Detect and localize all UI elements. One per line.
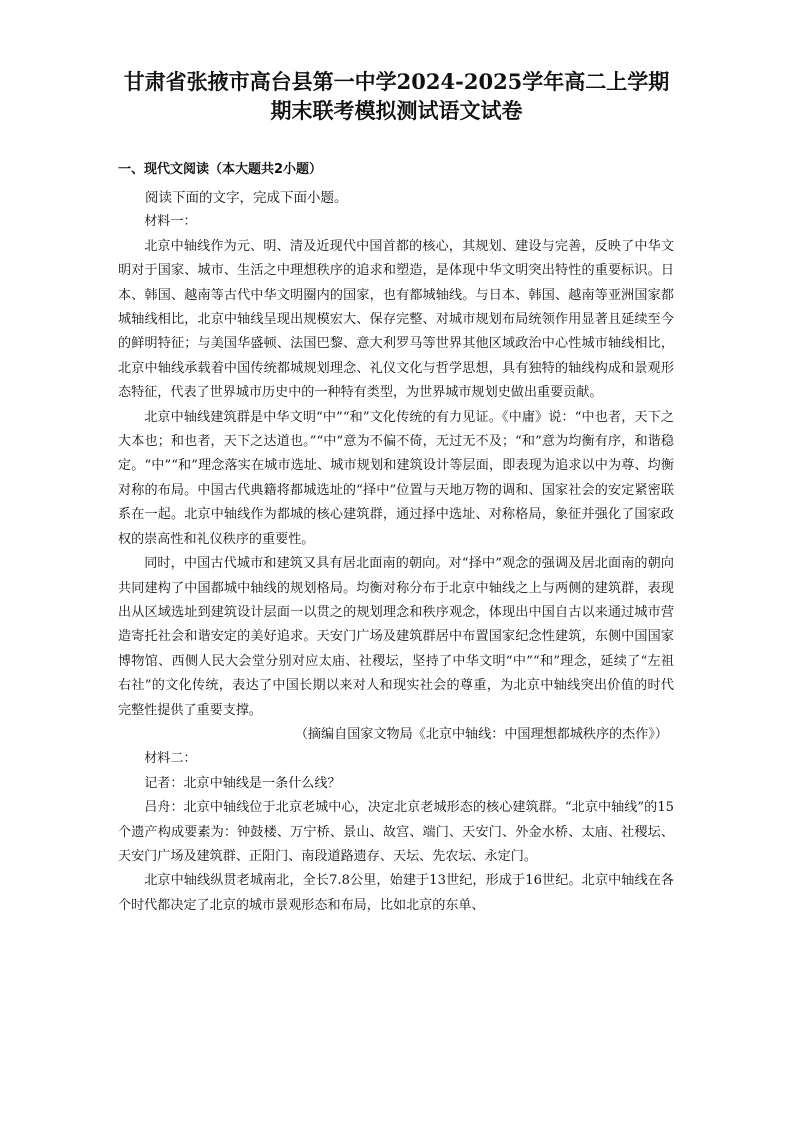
material1-paragraph: 北京中轴线作为元、明、清及近现代中国首都的核心，其规划、建设与完善，反映了中华文明对于国家、城市、生活之中理想秩序的追求和塑造，是体现中华文明突出特性的重要标识。日本、韩国、越南等古代中华文明圈内的国家，也有都城轴线。与日本、韩国、越南等亚洲国家都城轴线相比，北京中轴线呈现出规模宏大、保存完整、对城市规划布局统领作用显著且延续至今的鲜明特征；与美国华盛顿、法国巴黎、意大利罗马等世界其他区域政治中心性城市轴线相比，北京中轴线承载着中国传统都城规划理念、礼仪文化与哲学思想，具有独特的轴线构成和景观形态特征，代表了世界城市历史中的一种特有类型，为世界城市规划史做出重要贡献。	[118, 238, 674, 401]
material1-paragraph: 同时，中国古代城市和建筑又具有居北面南的朝向。对“择中”观念的强调及居北面南的朝向共同建构了中国都城中轴线的规划格局。均衡对称分布于北京中轴线之上与两侧的建筑群，表现出从区域选址到建筑设计层面一以贯之的规划理念和秩序观念，体现出中国自古以来通过城市营造寄托社会和谐安定的美好追求。天安门广场及建筑群居中布置国家纪念性建筑，东侧中国国家博物馆、西侧人民大会堂分别对应太庙、社稷坛，坚持了中华文明“中”“和”理念，延续了“左祖右社”的文化传统，表达了中国长期以来对人和现实社会的尊重，为北京中轴线突出价值的时代完整性提供了重要支撑。	[118, 556, 674, 718]
material2-label: 材料二：	[144, 751, 197, 767]
document-title-line1: 甘肃省张掖市高台县第一中学2024-2025学年高二上学期	[123, 69, 670, 94]
interview-answer: 吕舟：北京中轴线位于北京老城中心，决定北京老城形态的核心建筑群。“北京中轴线”的15个遗产构成要素为：钟鼓楼、万宁桥、景山、故宫、端门、天安门、外金水桥、太庙、社稷坛、天安门广场及建筑群、正阳门、南段道路遗存、天坛、先农坛、永定门。	[118, 800, 674, 864]
material1-label: 材料一：	[144, 214, 197, 230]
interview-question: 记者：北京中轴线是一条什么线？	[144, 775, 341, 791]
interview-answer: 北京中轴线纵贯老城南北，全长7.8公里，始建于13世纪，形成于16世纪。北京中轴线在各个时代都决定了北京的城市景观形态和布局，比如北京的东单、	[118, 873, 674, 913]
material1-source: （摘编自国家文物局《北京中轴线：中国理想都城秩序的杰作》）	[294, 726, 668, 742]
section-heading: 一、现代文阅读（本大题共2小题）	[118, 162, 323, 177]
document-title-line2: 期末联考模拟测试语文试卷	[270, 98, 523, 123]
material1-paragraph: 北京中轴线建筑群是中华文明“中”“和”文化传统的有力见证。《中庸》说：“中也者，天下之大本也；和也者，天下之达道也。”“中”意为不偏不倚，无过无不及；“和”意为均衡有序，和谐稳定。“中”“和”理念落实在城市选址、城市规划和建筑设计等层面，即表现为追求以中为尊、均衡对称的布局。中国古代典籍将都城选址的“择中”位置与天地万物的调和、国家社会的安定紧密联系在一起。北京中轴线作为都城的核心建筑群，通过择中选址、对称格局，象征并强化了国家政权的崇高性和礼仪秩序的重要性。	[118, 409, 674, 547]
instruction-text: 阅读下面的文字，完成下面小题。	[145, 190, 348, 206]
reading-passage	[118, 186, 674, 918]
